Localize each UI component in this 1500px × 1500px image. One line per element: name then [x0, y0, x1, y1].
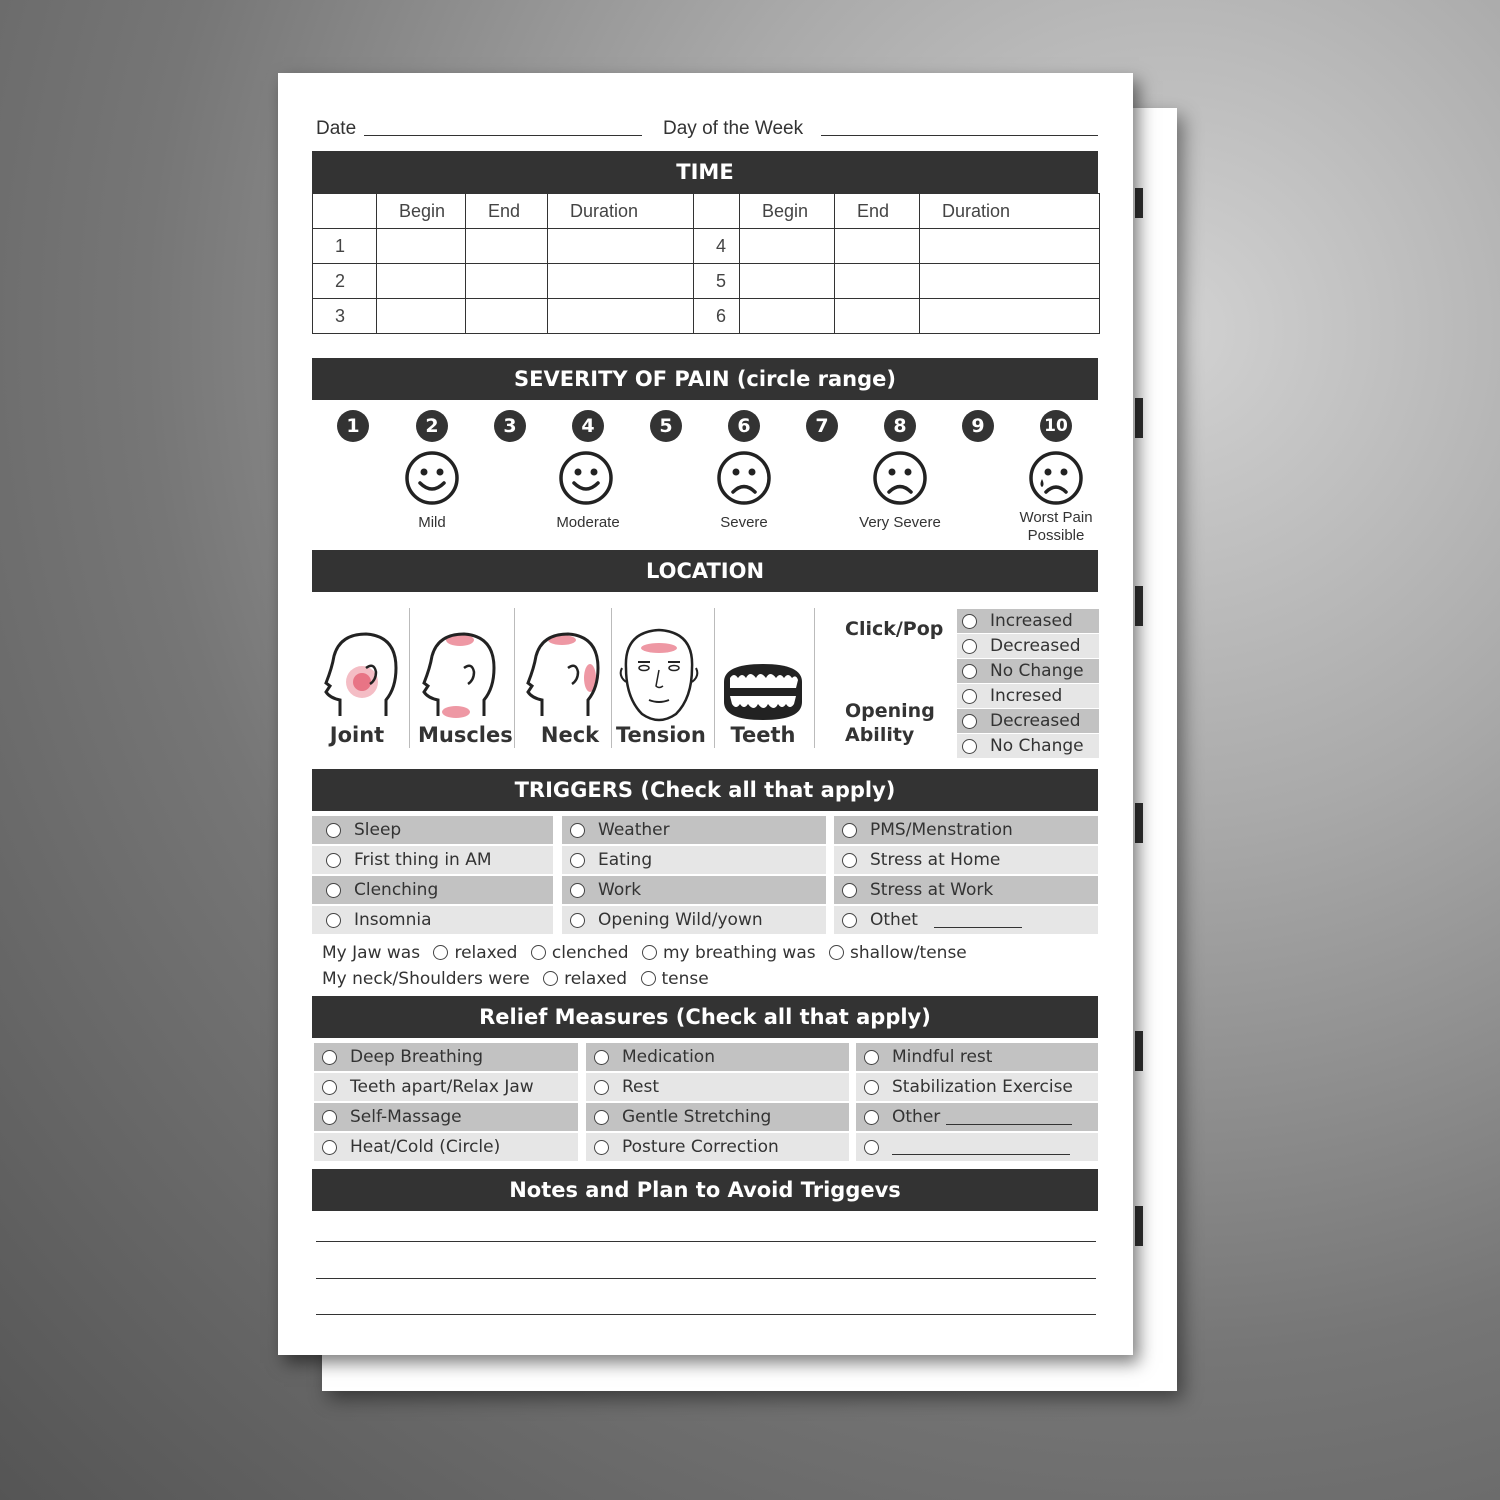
- relief-gentle-stretching[interactable]: [586, 1103, 849, 1131]
- column-header: End: [466, 194, 548, 229]
- day-field[interactable]: [821, 135, 1098, 136]
- severity-number-6[interactable]: 6: [728, 410, 760, 442]
- trigger-stress-work[interactable]: [834, 876, 1098, 904]
- table-cell[interactable]: [740, 229, 835, 264]
- trigger-clenching[interactable]: [312, 876, 553, 904]
- severity-number-5[interactable]: 5: [650, 410, 682, 442]
- breathing-radio[interactable]: [642, 945, 657, 960]
- option-label: Work: [598, 880, 642, 900]
- relief-header: Relief Measures (Check all that apply): [312, 996, 1098, 1038]
- click-option-decreased[interactable]: [957, 634, 1099, 658]
- option-label: Frist thing in AM: [354, 850, 492, 870]
- back-sheet-edge: [1135, 398, 1143, 438]
- trigger-pms[interactable]: [834, 816, 1098, 844]
- table-cell[interactable]: [548, 299, 694, 334]
- checkbox-circle[interactable]: [326, 853, 341, 868]
- time-header: TIME: [312, 151, 1098, 193]
- breathing-label: my breathing was: [662, 943, 816, 963]
- checkbox-circle[interactable]: [326, 883, 341, 898]
- click-option-no-change[interactable]: [957, 659, 1099, 683]
- blank-write-in[interactable]: [892, 1140, 1070, 1155]
- severity-label-mild: Mild: [418, 514, 446, 531]
- back-sheet-edge: [1135, 188, 1143, 218]
- jaw-clenched-label: clenched: [551, 943, 629, 963]
- severity-label-worst: [996, 509, 1116, 545]
- column-header: Begin: [377, 194, 466, 229]
- trigger-work[interactable]: [562, 876, 826, 904]
- other-write-in[interactable]: [934, 913, 1022, 928]
- option-label: Stress at Work: [870, 880, 994, 900]
- trigger-stress-home[interactable]: [834, 846, 1098, 874]
- column-header: End: [835, 194, 920, 229]
- option-label: Medication: [622, 1047, 715, 1067]
- option-label: Heat/Cold (Circle): [350, 1137, 501, 1157]
- neck-relaxed-label: relaxed: [564, 969, 628, 989]
- table-cell[interactable]: [835, 264, 920, 299]
- relief-rest[interactable]: [586, 1073, 849, 1101]
- row-number: 3: [313, 299, 377, 334]
- checkbox-circle[interactable]: [864, 1080, 879, 1095]
- row-number: 5: [694, 264, 740, 299]
- table-cell[interactable]: [548, 264, 694, 299]
- checkbox-circle[interactable]: [570, 853, 585, 868]
- relief-blank[interactable]: [856, 1133, 1098, 1161]
- option-label: Weather: [598, 820, 670, 840]
- time-table: [312, 193, 1100, 334]
- table-cell[interactable]: [377, 229, 466, 264]
- crying-face-icon: [1028, 450, 1084, 506]
- severity-number-8[interactable]: 8: [884, 410, 916, 442]
- jaw-breathing-line: [322, 943, 967, 963]
- notes-line[interactable]: [316, 1314, 1096, 1315]
- table-cell: [694, 194, 740, 229]
- radio-button[interactable]: [962, 639, 977, 654]
- opening-ability-label: [845, 699, 935, 747]
- option-label: Increased: [990, 611, 1073, 631]
- location-divider: [611, 608, 612, 748]
- happy-face-icon: [558, 450, 614, 506]
- option-label: Deep Breathing: [350, 1047, 484, 1067]
- severity-number-4[interactable]: 4: [572, 410, 604, 442]
- back-sheet-edge: [1135, 1206, 1143, 1246]
- checkbox-circle[interactable]: [322, 1140, 337, 1155]
- relief-mindful-rest[interactable]: [856, 1043, 1098, 1071]
- table-cell[interactable]: [548, 229, 694, 264]
- option-label: Opening Wild/yown: [598, 910, 763, 930]
- option-label: Teeth apart/Relax Jaw: [350, 1077, 534, 1097]
- checkbox-circle[interactable]: [570, 823, 585, 838]
- table-cell[interactable]: [377, 299, 466, 334]
- checkbox-circle[interactable]: [594, 1110, 609, 1125]
- checkbox-circle[interactable]: [326, 913, 341, 928]
- option-label: Stress at Home: [870, 850, 1001, 870]
- back-sheet-edge: [1135, 586, 1143, 626]
- option-label: No Change: [990, 661, 1084, 681]
- severity-number-10[interactable]: 10: [1040, 410, 1072, 442]
- column-header: Duration: [920, 194, 1100, 229]
- table-cell[interactable]: [466, 264, 548, 299]
- sad-face-icon: [716, 450, 772, 506]
- option-label: No Change: [990, 736, 1084, 756]
- option-label: Decreased: [990, 711, 1081, 731]
- table-row: [313, 299, 1100, 334]
- severity-label-worst-line1: Worst Pain: [1019, 509, 1093, 526]
- shallow-tense-label: shallow/tense: [850, 943, 967, 963]
- radio-button[interactable]: [962, 614, 977, 629]
- trigger-other[interactable]: [834, 906, 1098, 934]
- location-teeth[interactable]: Teeth: [730, 723, 796, 747]
- severity-number-2[interactable]: 2: [416, 410, 448, 442]
- table-cell[interactable]: [920, 299, 1100, 334]
- row-number: 4: [694, 229, 740, 264]
- checkbox-circle[interactable]: [864, 1110, 879, 1125]
- location-divider: [814, 608, 815, 748]
- checkbox-circle[interactable]: [842, 883, 857, 898]
- option-label: Posture Correction: [622, 1137, 779, 1157]
- sad-face-icon: [872, 450, 928, 506]
- trigger-eating[interactable]: [562, 846, 826, 874]
- shallow-tense-radio[interactable]: [829, 945, 844, 960]
- checkbox-circle[interactable]: [326, 823, 341, 838]
- table-cell[interactable]: [740, 264, 835, 299]
- row-number: 2: [313, 264, 377, 299]
- table-cell[interactable]: [835, 229, 920, 264]
- option-label: Othet: [870, 910, 918, 930]
- trigger-sleep[interactable]: [312, 816, 553, 844]
- location-joint[interactable]: Joint: [329, 723, 385, 747]
- back-sheet-edge: [1135, 1031, 1143, 1071]
- neck-shoulders-line: [322, 969, 709, 989]
- jaw-relaxed-radio[interactable]: [433, 945, 448, 960]
- relief-heat-cold[interactable]: [314, 1133, 578, 1161]
- jaw-clenched-radio[interactable]: [531, 945, 546, 960]
- table-cell[interactable]: [835, 299, 920, 334]
- column-header: Duration: [548, 194, 694, 229]
- day-label: Day of the Week: [663, 118, 804, 139]
- checkbox-circle[interactable]: [570, 913, 585, 928]
- table-cell: [313, 194, 377, 229]
- jaw-label: My Jaw was: [322, 943, 421, 963]
- option-label: Clenching: [354, 880, 439, 900]
- date-label: Date: [316, 118, 357, 139]
- location-header: LOCATION: [312, 550, 1098, 592]
- checkbox-circle[interactable]: [594, 1080, 609, 1095]
- column-header: Begin: [740, 194, 835, 229]
- table-cell[interactable]: [466, 229, 548, 264]
- happy-face-icon: [404, 450, 460, 506]
- opening-option-no-change[interactable]: [957, 734, 1099, 758]
- form-sheet: [278, 73, 1133, 1355]
- trigger-weather[interactable]: [562, 816, 826, 844]
- option-label: Self-Massage: [350, 1107, 462, 1127]
- location-divider: [714, 608, 715, 748]
- notes-line[interactable]: [316, 1278, 1096, 1279]
- location-neck[interactable]: Neck: [540, 723, 600, 747]
- severity-label-worst-line2: Possible: [1027, 527, 1085, 544]
- checkbox-circle[interactable]: [842, 913, 857, 928]
- row-number: 6: [694, 299, 740, 334]
- notes-line[interactable]: [316, 1241, 1096, 1242]
- option-label: Incresed: [990, 686, 1063, 706]
- relief-medication[interactable]: [586, 1043, 849, 1071]
- option-label: Sleep: [354, 820, 402, 840]
- trigger-insomnia[interactable]: [312, 906, 553, 934]
- table-cell[interactable]: [920, 229, 1100, 264]
- severity-number-9[interactable]: 9: [962, 410, 994, 442]
- neck-tense-radio[interactable]: [641, 971, 656, 986]
- checkbox-circle[interactable]: [864, 1140, 879, 1155]
- location-muscles[interactable]: Muscles: [418, 723, 513, 747]
- severity-label-severe: Severe: [720, 514, 768, 531]
- checkbox-circle[interactable]: [322, 1080, 337, 1095]
- option-label: Insomnia: [354, 910, 432, 930]
- radio-button[interactable]: [962, 714, 977, 729]
- row-number: 1: [313, 229, 377, 264]
- table-row: [313, 229, 1100, 264]
- checkbox-circle[interactable]: [322, 1050, 337, 1065]
- relief-stabilization[interactable]: [856, 1073, 1098, 1101]
- relief-teeth-apart[interactable]: [314, 1073, 578, 1101]
- trigger-first-thing[interactable]: [312, 846, 553, 874]
- other-write-in[interactable]: [946, 1110, 1072, 1125]
- radio-button[interactable]: [962, 664, 977, 679]
- severity-label-very-severe: Very Severe: [859, 514, 941, 531]
- radio-button[interactable]: [962, 689, 977, 704]
- checkbox-circle[interactable]: [322, 1110, 337, 1125]
- option-label: Other: [892, 1107, 941, 1127]
- opening-label-line2: Ability: [845, 724, 915, 746]
- severity-number-3[interactable]: 3: [494, 410, 526, 442]
- trigger-opening-wide[interactable]: [562, 906, 826, 934]
- checkbox-circle[interactable]: [594, 1050, 609, 1065]
- date-field[interactable]: [364, 135, 642, 136]
- click-option-increased[interactable]: [957, 609, 1099, 633]
- table-row: [313, 264, 1100, 299]
- option-label: Rest: [622, 1077, 660, 1097]
- click-pop-label: Click/Pop: [845, 618, 944, 640]
- table-cell[interactable]: [740, 299, 835, 334]
- location-divider: [514, 608, 515, 748]
- opening-option-decreased[interactable]: [957, 709, 1099, 733]
- back-sheet-edge: [1135, 803, 1143, 843]
- table-cell[interactable]: [466, 299, 548, 334]
- checkbox-circle[interactable]: [842, 823, 857, 838]
- relief-self-massage[interactable]: [314, 1103, 578, 1131]
- neck-tense-label: tense: [661, 969, 709, 989]
- checkbox-circle[interactable]: [594, 1140, 609, 1155]
- checkbox-circle[interactable]: [570, 883, 585, 898]
- severity-header: SEVERITY OF PAIN (circle range): [312, 358, 1098, 400]
- option-label: Stabilization Exercise: [892, 1077, 1073, 1097]
- option-label: PMS/Menstration: [870, 820, 1013, 840]
- table-cell[interactable]: [377, 264, 466, 299]
- relief-other[interactable]: [856, 1103, 1098, 1131]
- severity-number-7[interactable]: 7: [806, 410, 838, 442]
- table-header-row: [313, 194, 1100, 229]
- table-cell[interactable]: [920, 264, 1100, 299]
- option-label: Decreased: [990, 636, 1081, 656]
- neck-relaxed-radio[interactable]: [543, 971, 558, 986]
- triggers-header: TRIGGERS (Check all that apply): [312, 769, 1098, 811]
- notes-header: Notes and Plan to Avoid Triggevs: [312, 1169, 1098, 1211]
- opening-label-line1: Opening: [845, 700, 935, 722]
- radio-button[interactable]: [962, 739, 977, 754]
- option-label: Mindful rest: [892, 1047, 993, 1067]
- severity-number-1[interactable]: 1: [337, 410, 369, 442]
- location-divider: [409, 608, 410, 748]
- checkbox-circle[interactable]: [842, 853, 857, 868]
- checkbox-circle[interactable]: [864, 1050, 879, 1065]
- severity-label-moderate: Moderate: [556, 514, 620, 531]
- location-tension[interactable]: Tension: [616, 723, 706, 747]
- option-label: Gentle Stretching: [622, 1107, 772, 1127]
- option-label: Eating: [598, 850, 653, 870]
- relief-deep-breathing[interactable]: [314, 1043, 578, 1071]
- jaw-relaxed-label: relaxed: [454, 943, 518, 963]
- relief-posture-correction[interactable]: [586, 1133, 849, 1161]
- opening-option-increased[interactable]: [957, 684, 1099, 708]
- neck-label: My neck/Shoulders were: [322, 969, 530, 989]
